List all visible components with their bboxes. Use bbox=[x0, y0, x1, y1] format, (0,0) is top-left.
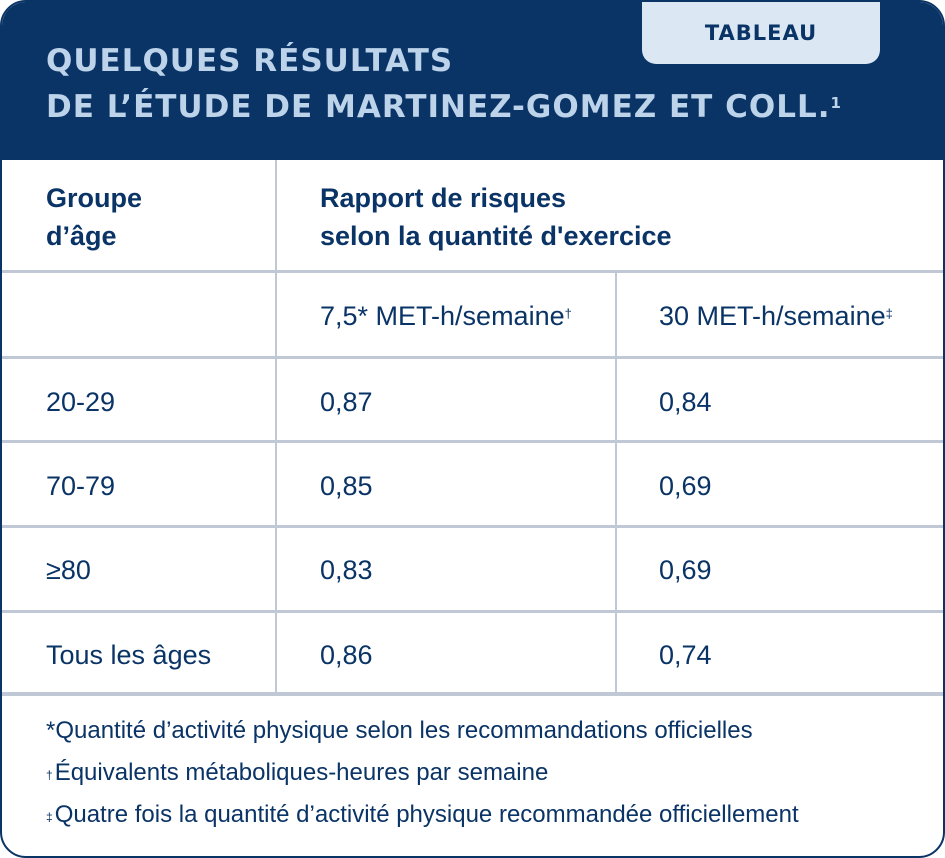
row-divider bbox=[2, 610, 943, 613]
subheader-30-met bbox=[659, 299, 893, 333]
row-age: Tous les âges bbox=[46, 640, 212, 670]
footnote-text: Équivalents métaboliques-heures par semaine bbox=[54, 759, 549, 786]
subheader-7-5-met bbox=[320, 299, 572, 333]
row-divider bbox=[2, 270, 943, 273]
footnote-dagger bbox=[46, 752, 799, 794]
column-header-line: d’âge bbox=[46, 221, 117, 251]
row-age: ≥80 bbox=[46, 555, 91, 585]
row-divider bbox=[2, 356, 943, 359]
row-value-30: 0,74 bbox=[659, 640, 712, 670]
row-age: 70-79 bbox=[46, 471, 116, 501]
row-value-30: 0,84 bbox=[659, 387, 712, 417]
row-value-7-5: 0,86 bbox=[320, 640, 373, 670]
row-divider bbox=[2, 525, 943, 528]
footnotes bbox=[46, 710, 799, 836]
title-line-2: DE L’ÉTUDE DE MARTINEZ-GOMEZ ET COLL. bbox=[46, 89, 831, 125]
row-value-30: 0,69 bbox=[659, 471, 712, 501]
column-header-line: Groupe bbox=[46, 183, 143, 213]
title-line-1: QUELQUES RÉSULTATS bbox=[46, 43, 454, 79]
row-age: 20-29 bbox=[46, 387, 116, 417]
tableau-tag: TABLEAU bbox=[642, 2, 880, 64]
title-reference: 1 bbox=[830, 94, 842, 112]
column-divider bbox=[615, 272, 617, 694]
row-value-30: 0,69 bbox=[659, 555, 712, 585]
column-header-age-group bbox=[46, 179, 142, 255]
row-divider bbox=[2, 692, 943, 696]
double-dagger-mark: ‡ bbox=[46, 810, 53, 824]
column-header-line: selon la quantité d'exercice bbox=[320, 221, 672, 251]
row-divider bbox=[2, 440, 943, 443]
column-header-hazard-ratio bbox=[320, 179, 672, 255]
footnote-asterisk: *Quantité d’activité physique selon les recommandations officielles bbox=[46, 717, 753, 744]
subheader-label: 7,5* MET-h/semaine bbox=[320, 301, 565, 331]
dagger-mark: † bbox=[564, 306, 572, 321]
row-value-7-5: 0,83 bbox=[320, 555, 373, 585]
dagger-mark: † bbox=[46, 768, 53, 782]
row-value-7-5: 0,87 bbox=[320, 387, 373, 417]
subheader-label: 30 MET-h/semaine bbox=[659, 301, 886, 331]
row-value-7-5: 0,85 bbox=[320, 471, 373, 501]
footnote-text: Quatre fois la quantité d’activité physique recommandée officiellement bbox=[54, 801, 799, 828]
table-header-band bbox=[2, 2, 943, 160]
double-dagger-mark: ‡ bbox=[885, 306, 893, 321]
footnote-double-dagger bbox=[46, 794, 799, 836]
column-header-line: Rapport de risques bbox=[320, 183, 567, 213]
column-divider bbox=[275, 160, 277, 694]
